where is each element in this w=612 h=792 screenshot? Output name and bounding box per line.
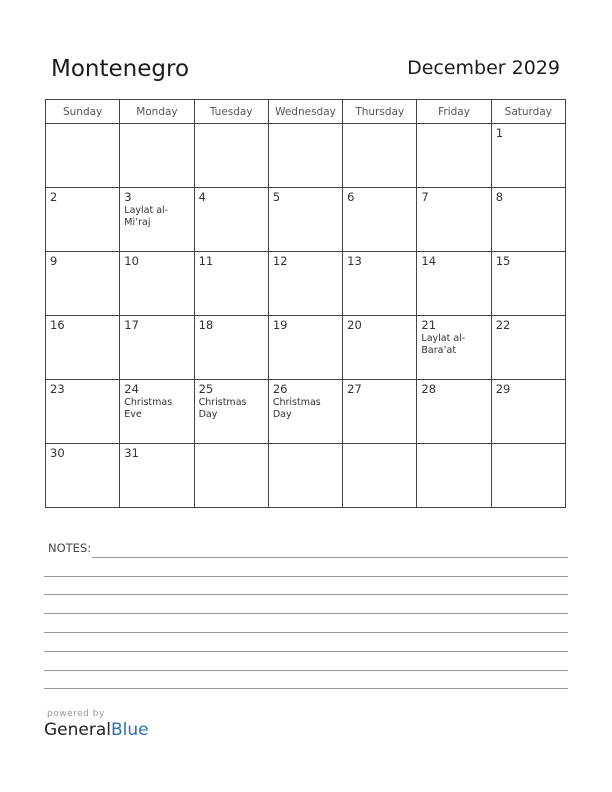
week-row <box>46 124 566 188</box>
holiday-label: Laylat al-Bara’at <box>421 333 466 356</box>
day-number: 24 <box>124 382 139 396</box>
weekday-monday: Monday <box>120 100 194 124</box>
day-number: 18 <box>198 318 214 332</box>
day-cell <box>194 252 268 316</box>
day-cell <box>417 252 491 316</box>
brand-blue-text: Blue <box>111 720 149 740</box>
day-cell <box>343 380 417 444</box>
day-cell <box>268 444 342 508</box>
day-number: 28 <box>421 382 437 396</box>
day-cell <box>343 316 417 380</box>
day-cell <box>343 444 417 508</box>
day-number: 15 <box>495 254 511 268</box>
day-cell <box>194 444 268 508</box>
day-number: 7 <box>421 190 429 204</box>
day-number: 8 <box>495 190 504 204</box>
day-cell <box>491 444 565 508</box>
country-title: Montenegro <box>51 56 190 82</box>
note-line <box>44 688 568 689</box>
day-cell <box>491 380 565 444</box>
day-cell <box>417 444 491 508</box>
day-cell <box>417 380 491 444</box>
day-cell <box>120 316 194 380</box>
day-number: 27 <box>347 382 362 396</box>
weekday-saturday: Saturday <box>491 100 565 124</box>
day-number: 19 <box>272 318 288 332</box>
day-number: 4 <box>198 190 206 204</box>
day-cell <box>417 316 491 380</box>
day-cell <box>120 252 194 316</box>
note-line <box>44 594 568 595</box>
day-cell <box>491 252 565 316</box>
note-line <box>44 576 568 577</box>
day-number: 13 <box>347 254 362 268</box>
day-number: 25 <box>198 382 214 396</box>
weekday-header-row <box>46 100 566 124</box>
week-row <box>46 316 566 380</box>
day-cell <box>343 124 417 188</box>
day-cell <box>343 188 417 252</box>
month-year-title: December 2029 <box>407 57 560 79</box>
day-cell <box>194 124 268 188</box>
day-number: 5 <box>272 190 281 204</box>
day-cell <box>268 380 342 444</box>
day-number: 1 <box>495 126 504 140</box>
day-cell <box>46 188 120 252</box>
day-cell <box>491 316 565 380</box>
day-cell <box>46 252 120 316</box>
day-number: 17 <box>124 318 139 332</box>
day-cell <box>268 124 342 188</box>
week-row <box>46 444 566 508</box>
day-cell <box>120 380 194 444</box>
day-number: 9 <box>50 254 58 268</box>
day-cell <box>120 188 194 252</box>
weekday-wednesday: Wednesday <box>268 100 342 124</box>
day-number: 11 <box>198 254 214 268</box>
day-cell <box>194 380 268 444</box>
day-cell <box>268 316 342 380</box>
day-number: 2 <box>50 190 58 204</box>
day-number: 21 <box>421 318 437 332</box>
day-cell <box>268 252 342 316</box>
day-cell <box>120 124 194 188</box>
weekday-tuesday: Tuesday <box>194 100 268 124</box>
week-row <box>46 380 566 444</box>
day-number: 12 <box>272 254 288 268</box>
day-cell <box>46 444 120 508</box>
day-number: 3 <box>124 190 132 204</box>
brand-general-text: General <box>44 720 111 740</box>
holiday-label: Christmas Day <box>272 397 321 420</box>
day-number: 10 <box>124 254 139 268</box>
notes-label: NOTES: <box>48 541 92 555</box>
weekday-thursday: Thursday <box>343 100 417 124</box>
note-line <box>44 651 568 652</box>
day-number: 20 <box>347 318 362 332</box>
calendar-grid <box>45 99 566 508</box>
day-number: 29 <box>495 382 511 396</box>
day-number: 22 <box>495 318 511 332</box>
day-cell <box>194 188 268 252</box>
day-cell <box>46 124 120 188</box>
note-line <box>44 613 568 614</box>
week-row <box>46 188 566 252</box>
day-cell <box>46 316 120 380</box>
powered-by-text: powered by <box>47 709 105 719</box>
day-number: 31 <box>124 446 139 460</box>
day-number: 23 <box>50 382 65 396</box>
day-number: 30 <box>50 446 65 460</box>
day-number: 6 <box>347 190 355 204</box>
day-cell <box>417 188 491 252</box>
holiday-label: Christmas Day <box>198 397 247 420</box>
day-cell <box>417 124 491 188</box>
brand-logo[interactable] <box>44 720 149 740</box>
day-cell <box>491 188 565 252</box>
day-cell <box>343 252 417 316</box>
weekday-sunday: Sunday <box>46 100 120 124</box>
day-cell <box>491 124 565 188</box>
day-number: 26 <box>272 382 288 396</box>
day-cell <box>194 316 268 380</box>
note-line <box>92 557 568 558</box>
day-cell <box>46 380 120 444</box>
day-number: 14 <box>421 254 437 268</box>
weekday-friday: Friday <box>417 100 491 124</box>
day-number: 16 <box>50 318 65 332</box>
day-cell <box>120 444 194 508</box>
day-cell <box>268 188 342 252</box>
holiday-label: Laylat al-Mi’raj <box>124 205 169 228</box>
holiday-label: Christmas Eve <box>124 397 173 420</box>
note-line <box>44 670 568 671</box>
week-row <box>46 252 566 316</box>
note-line <box>44 632 568 633</box>
